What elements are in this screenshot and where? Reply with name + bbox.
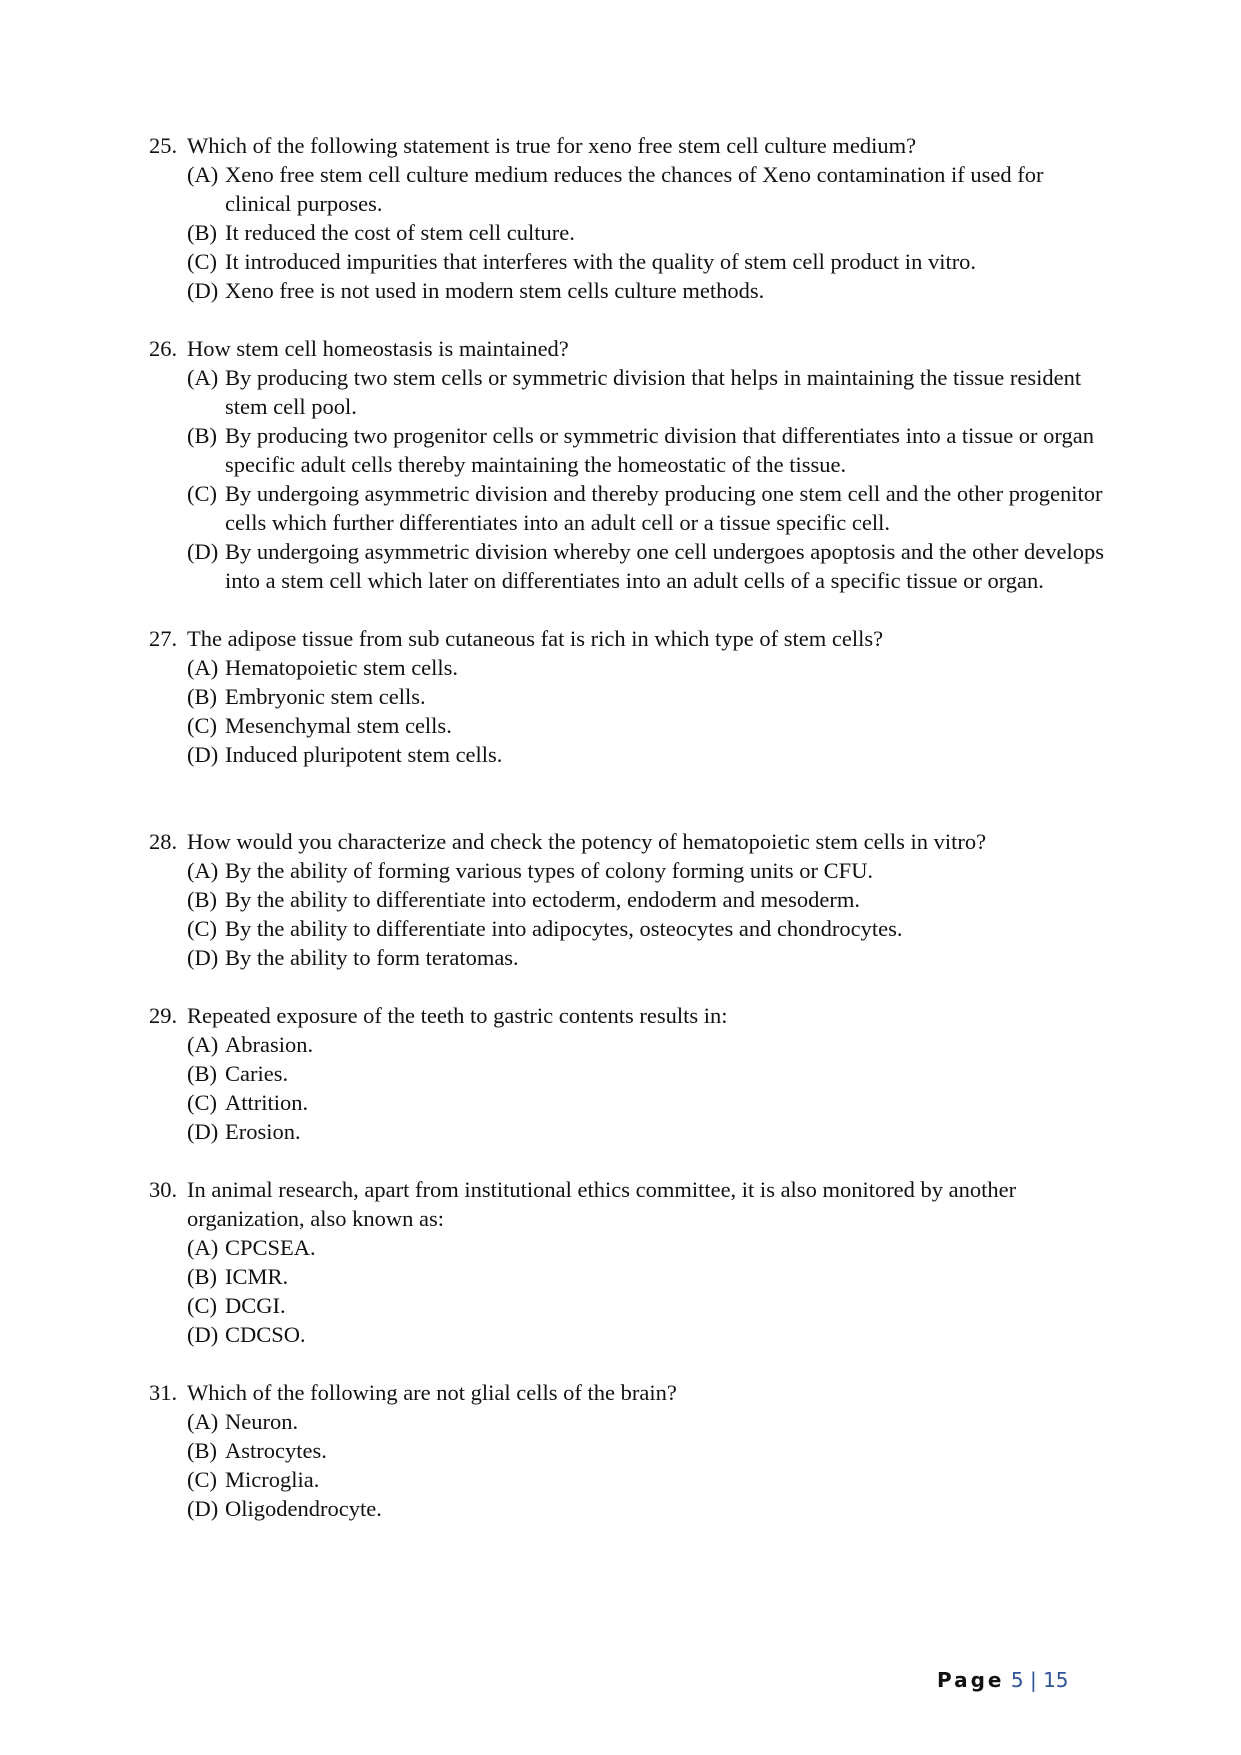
option-letter: (A): [187, 1409, 219, 1434]
option-letter: (D): [187, 1119, 219, 1144]
option-letter: (B): [187, 220, 217, 245]
question-stem: [149, 1378, 1109, 1407]
option-letter: (C): [187, 1467, 217, 1492]
option-d: [187, 1320, 1109, 1349]
option-letter: (B): [187, 1438, 217, 1463]
option-letter: (C): [187, 249, 217, 274]
option-letter: (A): [187, 1032, 219, 1057]
option-letter: (A): [187, 1235, 219, 1260]
option-letter: (D): [187, 539, 219, 564]
question-stem: [149, 827, 1109, 856]
option-c: [187, 1291, 1109, 1320]
option-d: [187, 1117, 1109, 1146]
option-text: Induced pluripotent stem cells.: [225, 742, 503, 767]
option-text: It reduced the cost of stem cell culture.: [225, 220, 575, 245]
question-stem: [149, 1001, 1109, 1030]
question-text: Repeated exposure of the teeth to gastric contents results in:: [187, 1003, 728, 1028]
option-letter: (B): [187, 423, 217, 448]
option-text: By undergoing asymmetric division and thereby producing one stem cell and the other progenitor cells which further differentiates into an adult cell or a tissue specific cell.: [225, 481, 1103, 535]
option-text: Attrition.: [225, 1090, 309, 1115]
question-text: Which of the following are not glial cells of the brain?: [187, 1380, 677, 1405]
option-b: [187, 1059, 1109, 1088]
option-b: [187, 218, 1109, 247]
option-letter: (D): [187, 742, 219, 767]
option-letter: (C): [187, 1090, 217, 1115]
option-d: [187, 537, 1109, 595]
option-text: Erosion.: [225, 1119, 301, 1144]
option-text: By the ability to differentiate into ectoderm, endoderm and mesoderm.: [225, 887, 861, 912]
option-letter: (A): [187, 858, 219, 883]
question-number: 28.: [149, 829, 178, 854]
option-c: [187, 1088, 1109, 1117]
question-stem: [149, 1175, 1109, 1233]
option-text: Abrasion.: [225, 1032, 314, 1057]
option-a: [187, 1030, 1109, 1059]
question-25: [149, 131, 1109, 305]
option-text: By the ability to differentiate into adipocytes, osteocytes and chondrocytes.: [225, 916, 903, 941]
option-c: [187, 914, 1109, 943]
option-text: Neuron.: [225, 1409, 299, 1434]
option-a: [187, 653, 1109, 682]
question-number: 27.: [149, 626, 178, 651]
option-b: [187, 682, 1109, 711]
option-a: [187, 1407, 1109, 1436]
option-text: Caries.: [225, 1061, 289, 1086]
question-number: 29.: [149, 1003, 178, 1028]
option-text: Microglia.: [225, 1467, 320, 1492]
option-letter: (A): [187, 655, 219, 680]
option-text: By the ability to form teratomas.: [225, 945, 519, 970]
option-text: By undergoing asymmetric division whereby one cell undergoes apoptosis and the other develops into a stem cell which later on differentiates into an adult cells of a specific tissue or organ.: [225, 539, 1104, 593]
option-b: [187, 885, 1109, 914]
option-letter: (D): [187, 1322, 219, 1347]
option-text: ICMR.: [225, 1264, 289, 1289]
option-d: [187, 276, 1109, 305]
question-number: 25.: [149, 133, 178, 158]
option-a: [187, 160, 1109, 218]
question-number: 26.: [149, 336, 178, 361]
option-letter: (C): [187, 916, 217, 941]
question-29: [149, 1001, 1109, 1146]
page-separator: |: [1029, 1668, 1037, 1692]
option-d: [187, 1494, 1109, 1523]
question-26: [149, 334, 1109, 595]
option-list: [187, 160, 1109, 305]
option-letter: (A): [187, 162, 219, 187]
option-letter: (B): [187, 684, 217, 709]
option-text: Oligodendrocyte.: [225, 1496, 382, 1521]
option-text: CDCSO.: [225, 1322, 306, 1347]
option-text: Xeno free stem cell culture medium reduces the chances of Xeno contamination if used for clinical purposes.: [225, 162, 1044, 216]
option-letter: (B): [187, 887, 217, 912]
question-list: [149, 131, 1109, 1523]
question-stem: [149, 131, 1109, 160]
option-letter: (D): [187, 278, 219, 303]
option-text: Mesenchymal stem cells.: [225, 713, 452, 738]
option-letter: (B): [187, 1061, 217, 1086]
question-27: [149, 624, 1109, 769]
option-letter: (B): [187, 1264, 217, 1289]
question-28: [149, 827, 1109, 972]
option-letter: (C): [187, 1293, 217, 1318]
option-list: [187, 1407, 1109, 1523]
option-text: By producing two progenitor cells or symmetric division that differentiates into a tissue or organ specific adult cells thereby maintaining the homeostatic of the tissue.: [225, 423, 1094, 477]
option-text: Hematopoietic stem cells.: [225, 655, 459, 680]
page-total: 15: [1043, 1668, 1069, 1692]
option-b: [187, 421, 1109, 479]
question-number: 31.: [149, 1380, 178, 1405]
question-text: Which of the following statement is true for xeno free stem cell culture medium?: [187, 133, 917, 158]
question-text: How stem cell homeostasis is maintained?: [187, 336, 569, 361]
option-a: [187, 1233, 1109, 1262]
question-stem: [149, 334, 1109, 363]
page-current: 5: [1010, 1668, 1024, 1692]
option-c: [187, 711, 1109, 740]
question-stem: [149, 624, 1109, 653]
page-label: Page: [937, 1668, 1005, 1692]
question-text: The adipose tissue from sub cutaneous fat is rich in which type of stem cells?: [187, 626, 884, 651]
option-letter: (A): [187, 365, 219, 390]
option-list: [187, 653, 1109, 769]
option-text: CPCSEA.: [225, 1235, 316, 1260]
option-text: By the ability of forming various types of colony forming units or CFU.: [225, 858, 874, 883]
option-list: [187, 363, 1109, 595]
option-text: It introduced impurities that interferes with the quality of stem cell product in vitro.: [225, 249, 977, 274]
page-footer: [937, 1668, 1069, 1692]
option-text: DCGI.: [225, 1293, 286, 1318]
question-number: 30.: [149, 1177, 178, 1202]
option-a: [187, 363, 1109, 421]
option-letter: (C): [187, 713, 217, 738]
option-list: [187, 1233, 1109, 1349]
option-list: [187, 856, 1109, 972]
question-30: [149, 1175, 1109, 1349]
option-text: Embryonic stem cells.: [225, 684, 426, 709]
option-text: By producing two stem cells or symmetric division that helps in maintaining the tissue resident stem cell pool.: [225, 365, 1082, 419]
option-text: Astrocytes.: [225, 1438, 327, 1463]
question-text: How would you characterize and check the potency of hematopoietic stem cells in vitro?: [187, 829, 987, 854]
option-a: [187, 856, 1109, 885]
option-letter: (C): [187, 481, 217, 506]
option-c: [187, 1465, 1109, 1494]
option-b: [187, 1436, 1109, 1465]
option-c: [187, 479, 1109, 537]
option-list: [187, 1030, 1109, 1146]
option-d: [187, 943, 1109, 972]
option-letter: (D): [187, 1496, 219, 1521]
option-letter: (D): [187, 945, 219, 970]
question-text: In animal research, apart from institutional ethics committee, it is also monitored by another organization, also known as:: [187, 1177, 1017, 1231]
option-b: [187, 1262, 1109, 1291]
option-c: [187, 247, 1109, 276]
question-31: [149, 1378, 1109, 1523]
option-d: [187, 740, 1109, 769]
option-text: Xeno free is not used in modern stem cells culture methods.: [225, 278, 765, 303]
